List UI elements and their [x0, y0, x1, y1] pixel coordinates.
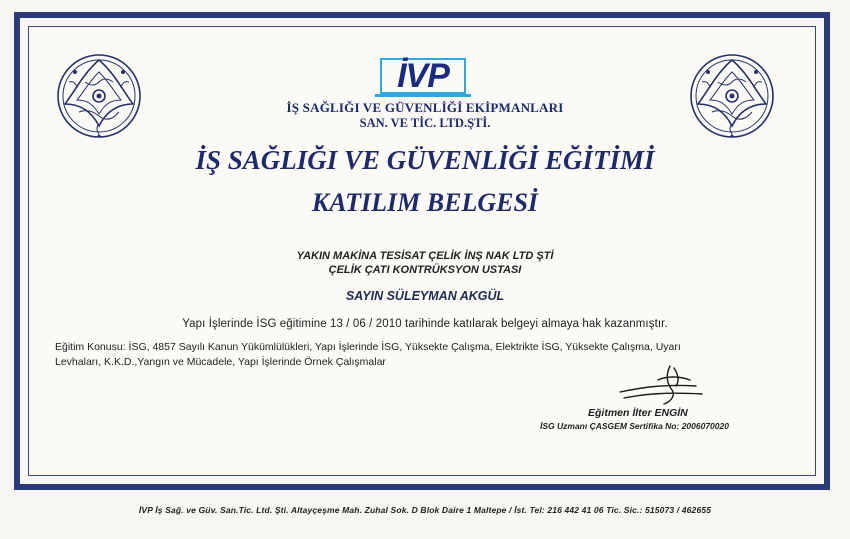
signature-icon [600, 362, 720, 408]
certificate-statement: Yapı İşlerinde İSG eğitimine 13 / 06 / 2010 tarihinde katılarak belgeyi almaya hak kazanmıştır. [182, 318, 668, 330]
logo-underline [375, 94, 471, 97]
instructor-name: Eğitmen İlter ENGİN [588, 407, 688, 419]
issuer-suffix: SAN. VE TİC. LTD.ŞTİ. [359, 116, 491, 130]
issuer-name: İŞ SAĞLIĞI VE GÜVENLİĞİ EKİPMANLARI [286, 100, 564, 115]
certificate-title: İŞ SAĞLIĞI VE GÜVENLİĞİ EĞİTİMİ [195, 145, 655, 175]
training-topic-line2: Levhaları, K.K.D.,Yangın ve Mücadele, Yapı İşlerinde Örnek Çalışmalar [55, 356, 386, 368]
recipient-name: SAYIN SÜLEYMAN AKGÜL [345, 289, 505, 303]
training-topic-line1: Eğitim Konusu: İSG, 4857 Sayılı Kanun Yükümlülükleri, Yapı İşlerinde İSG, Yüksekte Çalışma, Elektrikte İSG, Yüksekte Çalışma, Uyarı [55, 341, 681, 353]
certificate-subtitle: KATILIM BELGESİ [311, 188, 539, 217]
instructor-credential: İSG Uzmanı ÇASGEM Sertifika No: 2006070020 [540, 421, 729, 431]
footer-address: İVP İş Sağ. ve Güv. San.Tic. Ltd. Şti. Altayçeşme Mah. Zuhal Sok. D Blok Daire 1 Maltepe / İst. Tel: 216 442 41 06 Tic. Sic.: 515073 / 462655 [138, 505, 712, 515]
employer-name: YAKIN MAKİNA TESİSAT ÇELİK İNŞ NAK LTD ŞTİ [296, 250, 554, 262]
company-logo [380, 58, 466, 94]
job-position: ÇELİK ÇATI KONTRÜKSYON USTASI [328, 264, 522, 276]
logo-text: İVP [397, 56, 449, 95]
